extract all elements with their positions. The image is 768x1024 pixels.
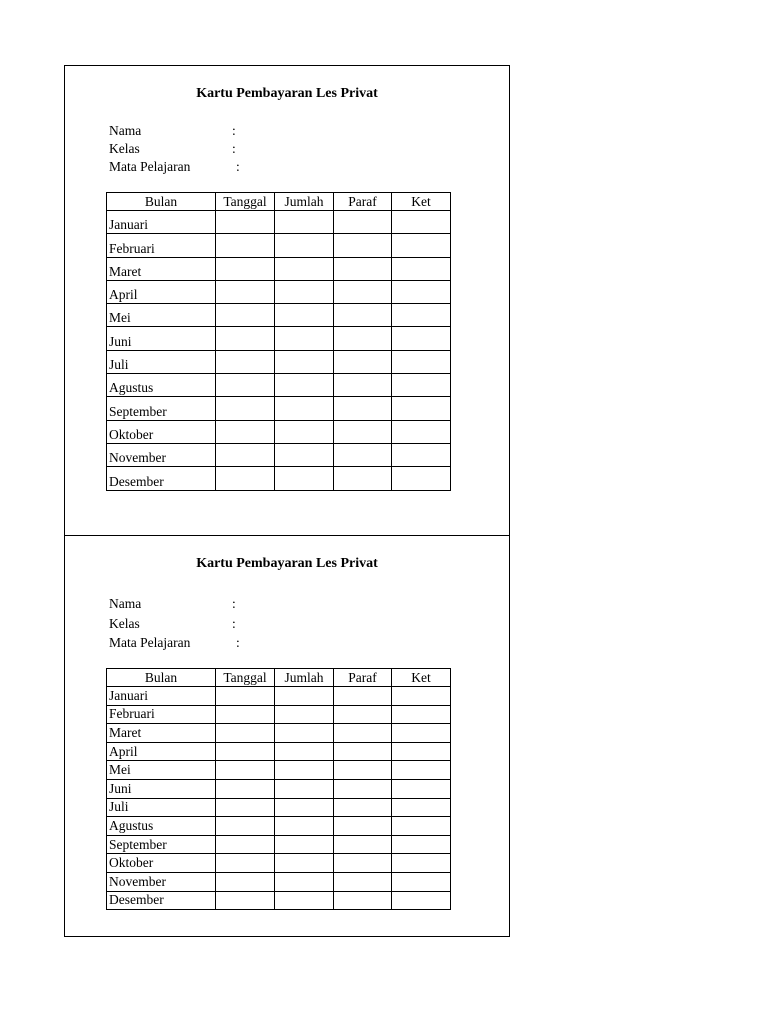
empty-cell bbox=[334, 257, 392, 280]
empty-cell bbox=[275, 280, 334, 303]
empty-cell bbox=[275, 467, 334, 490]
month-cell: Desember bbox=[107, 467, 216, 490]
empty-cell bbox=[275, 761, 334, 780]
empty-cell bbox=[275, 742, 334, 761]
empty-cell bbox=[275, 891, 334, 910]
empty-cell bbox=[275, 327, 334, 350]
empty-cell bbox=[216, 443, 275, 466]
empty-cell bbox=[216, 420, 275, 443]
empty-cell bbox=[216, 374, 275, 397]
empty-cell bbox=[216, 817, 275, 836]
payment-card-2 bbox=[64, 535, 510, 937]
month-cell: Maret bbox=[107, 257, 216, 280]
field-separator: : bbox=[232, 596, 236, 611]
month-cell: Mei bbox=[107, 761, 216, 780]
table-row bbox=[107, 257, 451, 280]
empty-cell bbox=[216, 798, 275, 817]
empty-cell bbox=[392, 891, 451, 910]
empty-cell bbox=[334, 872, 392, 891]
empty-cell bbox=[334, 835, 392, 854]
month-cell: Februari bbox=[107, 234, 216, 257]
empty-cell bbox=[275, 350, 334, 373]
empty-cell bbox=[392, 817, 451, 836]
empty-cell bbox=[275, 687, 334, 706]
empty-cell bbox=[392, 397, 451, 420]
column-header: Bulan bbox=[107, 669, 216, 687]
empty-cell bbox=[334, 779, 392, 798]
empty-cell bbox=[334, 443, 392, 466]
empty-cell bbox=[216, 854, 275, 873]
table-row bbox=[107, 761, 451, 780]
month-cell: Agustus bbox=[107, 374, 216, 397]
empty-cell bbox=[334, 467, 392, 490]
field-label: Nama bbox=[109, 123, 142, 138]
empty-cell bbox=[334, 280, 392, 303]
empty-cell bbox=[392, 257, 451, 280]
empty-cell bbox=[334, 350, 392, 373]
empty-cell bbox=[216, 779, 275, 798]
empty-cell bbox=[275, 397, 334, 420]
empty-cell bbox=[275, 835, 334, 854]
empty-cell bbox=[216, 687, 275, 706]
column-header: Paraf bbox=[334, 669, 392, 687]
field-label: Mata Pelajaran bbox=[109, 159, 191, 174]
empty-cell bbox=[216, 350, 275, 373]
table-row bbox=[107, 443, 451, 466]
empty-cell bbox=[392, 304, 451, 327]
table-row bbox=[107, 705, 451, 724]
empty-cell bbox=[392, 374, 451, 397]
empty-cell bbox=[392, 211, 451, 234]
month-cell: September bbox=[107, 397, 216, 420]
table-row bbox=[107, 835, 451, 854]
payment-table bbox=[106, 668, 451, 910]
empty-cell bbox=[334, 211, 392, 234]
table-row bbox=[107, 891, 451, 910]
empty-cell bbox=[275, 420, 334, 443]
field-separator: : bbox=[236, 635, 240, 650]
empty-cell bbox=[392, 779, 451, 798]
empty-cell bbox=[392, 234, 451, 257]
month-cell: November bbox=[107, 872, 216, 891]
card-title: Kartu Pembayaran Les Privat bbox=[196, 556, 378, 571]
field-separator: : bbox=[236, 159, 240, 174]
table-row bbox=[107, 234, 451, 257]
empty-cell bbox=[275, 234, 334, 257]
empty-cell bbox=[334, 724, 392, 743]
empty-cell bbox=[275, 854, 334, 873]
field-separator: : bbox=[232, 615, 236, 631]
column-header: Ket bbox=[392, 193, 451, 211]
month-cell: Mei bbox=[107, 304, 216, 327]
month-cell: Maret bbox=[107, 724, 216, 743]
empty-cell bbox=[275, 443, 334, 466]
column-header: Bulan bbox=[107, 193, 216, 211]
month-cell: Agustus bbox=[107, 817, 216, 836]
empty-cell bbox=[216, 257, 275, 280]
empty-cell bbox=[275, 872, 334, 891]
empty-cell bbox=[275, 798, 334, 817]
empty-cell bbox=[275, 257, 334, 280]
column-header: Tanggal bbox=[216, 193, 275, 211]
empty-cell bbox=[392, 761, 451, 780]
empty-cell bbox=[216, 761, 275, 780]
table-row bbox=[107, 854, 451, 873]
empty-cell bbox=[392, 687, 451, 706]
month-cell: November bbox=[107, 443, 216, 466]
field-label: Mata Pelajaran bbox=[109, 635, 191, 650]
empty-cell bbox=[275, 211, 334, 234]
empty-cell bbox=[392, 280, 451, 303]
empty-cell bbox=[275, 724, 334, 743]
empty-cell bbox=[216, 304, 275, 327]
field-label: Kelas bbox=[109, 141, 140, 156]
table-row bbox=[107, 374, 451, 397]
month-cell: Februari bbox=[107, 705, 216, 724]
empty-cell bbox=[334, 817, 392, 836]
empty-cell bbox=[392, 742, 451, 761]
empty-cell bbox=[334, 397, 392, 420]
month-cell: April bbox=[107, 280, 216, 303]
card-title: Kartu Pembayaran Les Privat bbox=[196, 86, 378, 101]
month-cell: Juni bbox=[107, 779, 216, 798]
month-cell: Oktober bbox=[107, 854, 216, 873]
empty-cell bbox=[216, 397, 275, 420]
empty-cell bbox=[334, 304, 392, 327]
empty-cell bbox=[216, 742, 275, 761]
empty-cell bbox=[334, 705, 392, 724]
empty-cell bbox=[275, 374, 334, 397]
empty-cell bbox=[216, 280, 275, 303]
field-separator: : bbox=[232, 141, 236, 156]
empty-cell bbox=[392, 443, 451, 466]
empty-cell bbox=[216, 872, 275, 891]
month-cell: Januari bbox=[107, 687, 216, 706]
table-header-row bbox=[107, 193, 451, 211]
table-row bbox=[107, 467, 451, 490]
column-header: Ket bbox=[392, 669, 451, 687]
empty-cell bbox=[392, 872, 451, 891]
table-row bbox=[107, 280, 451, 303]
column-header: Jumlah bbox=[275, 669, 334, 687]
empty-cell bbox=[216, 467, 275, 490]
empty-cell bbox=[334, 798, 392, 817]
table-row bbox=[107, 350, 451, 373]
month-cell: Oktober bbox=[107, 420, 216, 443]
month-cell: Juli bbox=[107, 350, 216, 373]
table-row bbox=[107, 742, 451, 761]
empty-cell bbox=[275, 705, 334, 724]
empty-cell bbox=[392, 705, 451, 724]
empty-cell bbox=[216, 835, 275, 854]
empty-cell bbox=[334, 687, 392, 706]
empty-cell bbox=[392, 854, 451, 873]
empty-cell bbox=[275, 779, 334, 798]
field-separator: : bbox=[232, 123, 236, 138]
empty-cell bbox=[392, 724, 451, 743]
month-cell: Juni bbox=[107, 327, 216, 350]
month-cell: Juli bbox=[107, 798, 216, 817]
empty-cell bbox=[334, 374, 392, 397]
column-header: Jumlah bbox=[275, 193, 334, 211]
table-row bbox=[107, 420, 451, 443]
table-row bbox=[107, 687, 451, 706]
empty-cell bbox=[334, 761, 392, 780]
payment-card-1 bbox=[64, 65, 510, 536]
field-label: Nama bbox=[109, 596, 142, 611]
table-row bbox=[107, 798, 451, 817]
empty-cell bbox=[275, 817, 334, 836]
table-row bbox=[107, 304, 451, 327]
empty-cell bbox=[392, 835, 451, 854]
empty-cell bbox=[216, 234, 275, 257]
table-row bbox=[107, 779, 451, 798]
empty-cell bbox=[216, 211, 275, 234]
empty-cell bbox=[334, 854, 392, 873]
empty-cell bbox=[216, 705, 275, 724]
table-header-row bbox=[107, 669, 451, 687]
empty-cell bbox=[392, 327, 451, 350]
month-cell: Januari bbox=[107, 211, 216, 234]
column-header: Paraf bbox=[334, 193, 392, 211]
empty-cell bbox=[334, 327, 392, 350]
table-row bbox=[107, 872, 451, 891]
column-header: Tanggal bbox=[216, 669, 275, 687]
empty-cell bbox=[392, 350, 451, 373]
empty-cell bbox=[334, 742, 392, 761]
table-row bbox=[107, 327, 451, 350]
empty-cell bbox=[334, 420, 392, 443]
empty-cell bbox=[392, 420, 451, 443]
empty-cell bbox=[216, 724, 275, 743]
payment-table bbox=[106, 192, 451, 491]
empty-cell bbox=[392, 798, 451, 817]
empty-cell bbox=[216, 891, 275, 910]
empty-cell bbox=[275, 304, 334, 327]
table-row bbox=[107, 817, 451, 836]
table-row bbox=[107, 724, 451, 743]
month-cell: Desember bbox=[107, 891, 216, 910]
month-cell: September bbox=[107, 835, 216, 854]
table-row bbox=[107, 397, 451, 420]
empty-cell bbox=[334, 234, 392, 257]
empty-cell bbox=[334, 891, 392, 910]
month-cell: April bbox=[107, 742, 216, 761]
empty-cell bbox=[216, 327, 275, 350]
empty-cell bbox=[392, 467, 451, 490]
field-label: Kelas bbox=[109, 615, 140, 631]
table-row bbox=[107, 211, 451, 234]
